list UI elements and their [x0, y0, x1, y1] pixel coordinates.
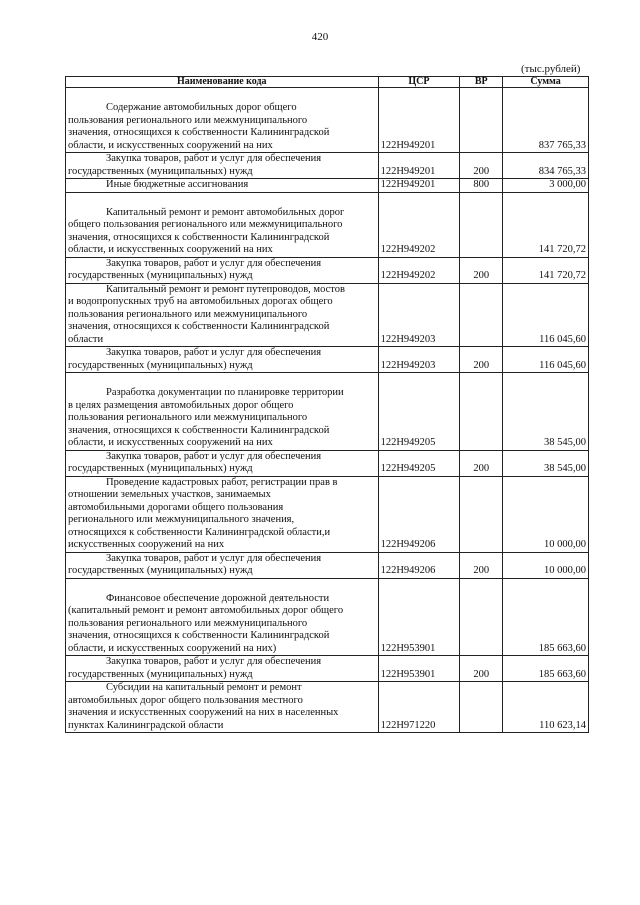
row-name-line: области, и искусственных сооружений на них [68, 139, 273, 151]
row-csr: 122Н949206 [378, 552, 460, 578]
row-name-line: Субсидии на капитальный ремонт и ремонт [106, 682, 302, 693]
row-name [66, 373, 379, 451]
row-vr: 200 [460, 257, 503, 283]
row-name-line: области, и искусственных сооружений на них) [68, 642, 277, 654]
row-sum: 185 663,60 [503, 656, 589, 682]
row-name [66, 283, 379, 347]
row-sum: 110 623,14 [503, 682, 589, 733]
row-sum: 116 045,60 [503, 283, 589, 347]
row-sum: 141 720,72 [503, 257, 589, 283]
row-name-line: Капитальный ремонт и ремонт автомобильных дорог [106, 206, 345, 218]
table-row [66, 192, 589, 257]
row-sum: 141 720,72 [503, 192, 589, 257]
row-csr: 122Н949202 [378, 192, 460, 257]
row-vr [460, 578, 503, 656]
row-name-line: государственных (муниципальных) нужд [68, 359, 253, 371]
row-name-line: отношении земельных участков, занимаемых [68, 489, 271, 500]
row-name-line: пользования регионального или межмуниципального [68, 308, 308, 320]
table-row [66, 552, 589, 578]
table-body [66, 88, 589, 733]
row-name-line: Закупка товаров, работ и услуг для обеспечения [106, 257, 322, 269]
row-name-line: Закупка товаров, работ и услуг для обеспечения [106, 552, 322, 564]
row-vr: 200 [460, 153, 503, 179]
table-row [66, 656, 589, 682]
row-vr: 200 [460, 347, 503, 373]
table-row [66, 578, 589, 656]
row-name-line: государственных (муниципальных) нужд [68, 565, 253, 576]
row-name-line: значения, относящихся к собственности Калининградской [68, 231, 330, 243]
row-name [66, 153, 379, 179]
table-header-row [66, 77, 589, 88]
row-sum: 38 545,00 [503, 373, 589, 451]
row-name-line: государственных (муниципальных) нужд [68, 165, 253, 177]
table-row [66, 257, 589, 283]
row-sum: 116 045,60 [503, 347, 589, 373]
row-csr: 122Н949202 [378, 257, 460, 283]
row-csr: 122Н953901 [378, 578, 460, 656]
row-sum: 3 000,00 [503, 179, 589, 193]
row-csr: 122Н949205 [378, 373, 460, 451]
row-name-line: общего пользования регионального или межмуниципального [68, 219, 343, 230]
row-name-line: пользования регионального или межмуниципального [68, 114, 308, 126]
row-csr: 122Н949206 [378, 476, 460, 552]
row-name [66, 347, 379, 373]
header-sum: Сумма [503, 77, 589, 88]
header-vr: ВР [460, 77, 503, 88]
row-name-line: Разработка документации по планировке территории [106, 387, 344, 398]
row-name-line: Иные бюджетные ассигнования [106, 179, 249, 190]
row-name [66, 450, 379, 476]
row-vr [460, 476, 503, 552]
row-csr: 122Н949201 [378, 88, 460, 153]
row-csr: 122Н949201 [378, 153, 460, 179]
row-name [66, 192, 379, 257]
row-name-line: значения и искусственных сооружений на них в населенных [68, 707, 339, 718]
row-name [66, 257, 379, 283]
row-name-line: значения, относящихся к собственности Калининградской [68, 424, 330, 436]
header-name: Наименование кода [66, 77, 379, 88]
row-name-line: области, и искусственных сооружений на них [68, 244, 273, 255]
row-sum: 10 000,00 [503, 476, 589, 552]
row-name-line: (капитальный ремонт и ремонт автомобильных дорог общего [68, 605, 344, 616]
row-name-line: и водопропускных труб на автомобильных дорогах общего [68, 296, 333, 307]
row-vr [460, 283, 503, 347]
row-sum: 834 765,33 [503, 153, 589, 179]
page-number: 420 [311, 31, 329, 43]
table-row [66, 476, 589, 552]
row-name-line: пользования регионального или межмуниципального [68, 412, 308, 423]
row-name-line: Закупка товаров, работ и услуг для обеспечения [106, 347, 322, 358]
table-row [66, 179, 589, 193]
row-name-line: автомобильных дорог общего пользования местного [68, 694, 303, 706]
row-name [66, 179, 379, 193]
row-vr [460, 373, 503, 451]
row-vr: 200 [460, 656, 503, 682]
row-name-line: Проведение кадастровых работ, регистрации прав в [106, 476, 338, 488]
row-vr: 200 [460, 450, 503, 476]
row-name [66, 682, 379, 733]
row-name [66, 656, 379, 682]
row-sum: 10 000,00 [503, 552, 589, 578]
row-name-line: автомобильными дорогами общего пользования [68, 501, 284, 513]
row-name-line: искусственных сооружений на них [68, 539, 225, 550]
table-row [66, 153, 589, 179]
row-vr: 200 [460, 552, 503, 578]
row-name [66, 552, 379, 578]
row-name-line: пользования регионального или межмуниципального [68, 617, 308, 629]
row-vr [460, 88, 503, 153]
row-sum: 837 765,33 [503, 88, 589, 153]
table-row [66, 682, 589, 733]
row-sum: 185 663,60 [503, 578, 589, 656]
row-name-line: значения, относящихся к собственности Калининградской [68, 321, 330, 332]
units-label: (тыс.рублей) [521, 63, 581, 75]
row-name [66, 578, 379, 656]
row-csr: 122Н949201 [378, 179, 460, 193]
row-name-line: области [68, 333, 104, 345]
row-name-line: государственных (муниципальных) нужд [68, 668, 253, 680]
row-name-line: Закупка товаров, работ и услуг для обеспечения [106, 153, 322, 164]
row-vr: 800 [460, 179, 503, 193]
row-name-line: значения, относящихся к собственности Калининградской [68, 630, 330, 641]
row-name-line: области, и искусственных сооружений на них [68, 437, 273, 448]
row-csr: 122Н949203 [378, 283, 460, 347]
row-name-line: государственных (муниципальных) нужд [68, 463, 253, 474]
table-row [66, 450, 589, 476]
row-name-line: Финансовое обеспечение дорожной деятельности [106, 592, 330, 604]
row-sum: 38 545,00 [503, 450, 589, 476]
row-name-line: относящихся к собственности Калининградской области,и [68, 526, 331, 538]
row-csr: 122Н971220 [378, 682, 460, 733]
row-csr: 122Н949203 [378, 347, 460, 373]
row-name [66, 476, 379, 552]
row-name-line: пунктах Калининградской области [68, 719, 224, 731]
table-row [66, 283, 589, 347]
row-name-line: государственных (муниципальных) нужд [68, 270, 253, 281]
row-name-line: регионального или межмуниципального значения, [68, 514, 295, 525]
row-name-line: Капитальный ремонт и ремонт путепроводов, мостов [106, 283, 345, 295]
table-row [66, 347, 589, 373]
row-vr [460, 192, 503, 257]
budget-table [65, 76, 589, 733]
table-row [66, 373, 589, 451]
row-name-line: в целях размещения автомобильных дорог общего [68, 399, 294, 411]
row-name [66, 88, 379, 153]
row-csr: 122Н953901 [378, 656, 460, 682]
table-row [66, 88, 589, 153]
header-csr: ЦСР [378, 77, 460, 88]
row-name-line: Закупка товаров, работ и услуг для обеспечения [106, 656, 322, 667]
row-csr: 122Н949205 [378, 450, 460, 476]
row-name-line: Закупка товаров, работ и услуг для обеспечения [106, 450, 322, 462]
row-name-line: Содержание автомобильных дорог общего [106, 102, 297, 113]
row-name-line: значения, относящихся к собственности Калининградской [68, 127, 330, 138]
row-vr [460, 682, 503, 733]
